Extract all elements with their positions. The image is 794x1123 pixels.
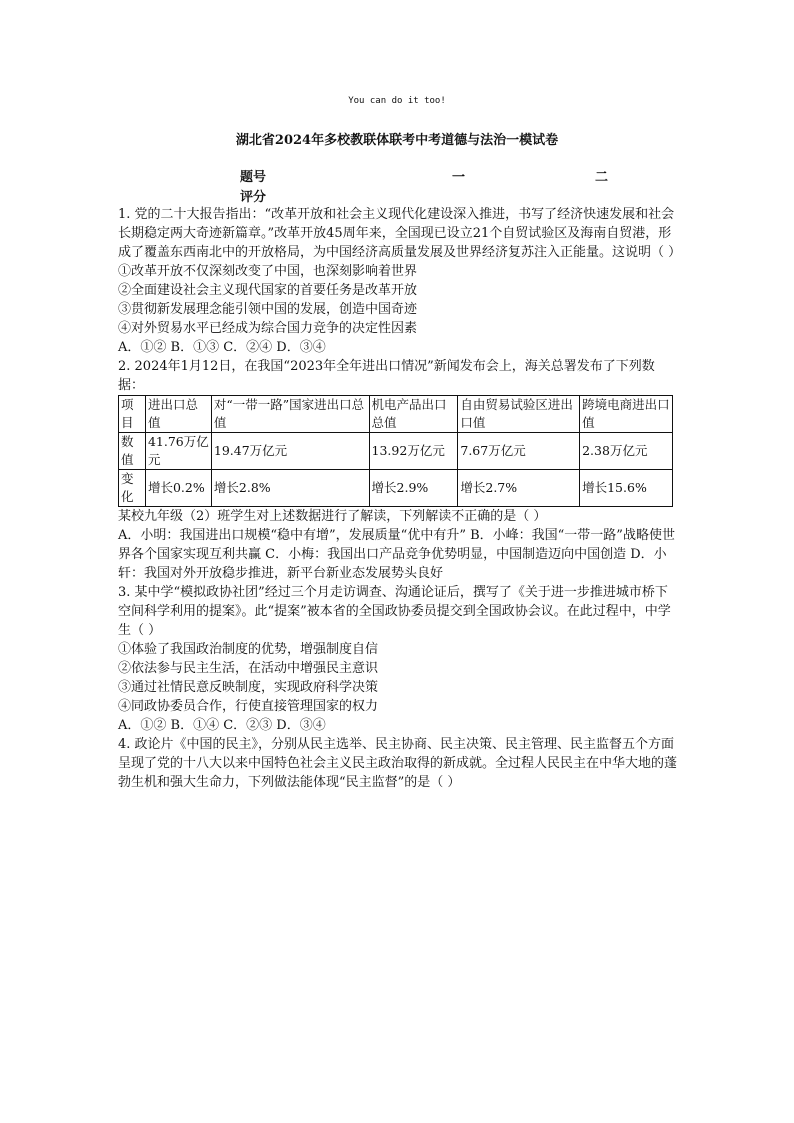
table-cell: 数值 (119, 433, 146, 470)
table-cell: 增长15.6% (580, 470, 673, 507)
question-2-answers: A．小明：我国进出口规模“稳中有增”，发展质量“优中有升” B．小峰：我国“一带一路”战略使世界各个国家实现互利共赢 C．小梅：我国出口产品竞争优势明显，中国制造迈向中国创造 D．小轩：我国对外开放稳步推进，新平台新业态发展势头良好 (118, 528, 675, 581)
table-cell: 增长0.2% (145, 470, 211, 507)
table-cell: 项目 (119, 396, 146, 433)
question-3-option-1: ①体验了我国政治制度的优势，增强制度自信 (118, 642, 379, 657)
question-1-option-2: ②全面建设社会主义现代国家的首要任务是改革开放 (118, 283, 418, 298)
question-1-option-4: ④对外贸易水平已经成为综合国力竞争的决定性因素 (118, 321, 418, 336)
question-1-option-3: ③贯彻新发展理念能引领中国的发展，创造中国奇迹 (118, 302, 418, 317)
question-1-stem: 1. 党的二十大报告指出：“改革开放和社会主义现代化建设深入推进，书写了经济快速发展和社会长期稳定两大奇迹新篇章。”改革开放45周年来，全国现已设立21个自贸试验区及海南自贸港，形成了覆盖东西南北中的开放格局，为中国经济高质量发展及世界经济复苏注入正能量。这说明（ ） (118, 207, 682, 260)
table-cell: 增长2.8% (211, 470, 369, 507)
table-cell: 跨境电商进出口值 (580, 396, 673, 433)
table-cell: 13.92万亿元 (369, 433, 458, 470)
table-row (119, 470, 673, 507)
question-3-option-2: ②依法参与民主生活，在活动中增强民主意识 (118, 661, 379, 676)
score-label-question: 题号 (240, 170, 267, 185)
question-2-prompt: 某校九年级（2）班学生对上述数据进行了解读，下列解读不正确的是（ ） (118, 509, 547, 524)
page-title: 湖北省2024年多校教联体联考中考道德与法治一模试卷 (235, 133, 559, 148)
table-cell: 7.67万亿元 (458, 433, 580, 470)
question-1-answers: A．①② B．①③ C．②④ D．③④ (118, 340, 326, 355)
table-header-row (119, 396, 673, 433)
question-1-option-1: ①改革开放不仅深刻改变了中国，也深刻影响着世界 (118, 264, 418, 279)
table-cell: 变化 (119, 470, 146, 507)
header-note: You can do it too! (348, 96, 446, 106)
question-4-stem: 4. 政论片《中国的民主》，分别从民主选举、民主协商、民主决策、民主管理、民主监督五个方面呈现了党的十八大以来中国特色社会主义民主政治取得的新成就。全过程人民民主在中华大地的蓬勃生机和强大生命力，下列做法能体现“民主监督”的是（ ） (118, 737, 678, 790)
table-cell: 2.38万亿元 (580, 433, 673, 470)
question-body (118, 205, 682, 792)
trade-data-table (118, 395, 673, 507)
table-cell: 进出口总值 (145, 396, 211, 433)
table-cell: 增长2.9% (369, 470, 458, 507)
table-row (119, 433, 673, 470)
question-3-option-4: ④同政协委员合作，行使直接管理国家的权力 (118, 699, 379, 714)
question-3-answers: A．①② B．①④ C．②③ D．③④ (118, 718, 326, 733)
table-cell: 对“一带一路”国家进出口总值 (211, 396, 369, 433)
score-label-score: 评分 (240, 190, 267, 205)
table-cell: 自由贸易试验区进出口值 (458, 396, 580, 433)
question-3-stem: 3. 某中学“模拟政协社团”经过三个月走访调查、沟通论证后，撰写了《关于进一步推进城市桥下空间科学利用的提案》。此“提案”被本省的全国政协委员提交到全国政协会议。在此过程中，中学生（ ） (118, 585, 671, 638)
question-3-option-3: ③通过社情民意反映制度，实现政府科学决策 (118, 680, 379, 695)
score-col-2: 二 (595, 170, 609, 185)
table-cell: 机电产品出口总值 (369, 396, 458, 433)
score-col-1: 一 (452, 170, 466, 185)
table-cell: 增长2.7% (458, 470, 580, 507)
table-cell: 41.76万亿元 (145, 433, 211, 470)
table-cell: 19.47万亿元 (211, 433, 369, 470)
question-2-stem: 2. 2024年1月12日，在我国“2023年全年进出口情况”新闻发布会上，海关总署发布了下列数据： (118, 359, 655, 393)
